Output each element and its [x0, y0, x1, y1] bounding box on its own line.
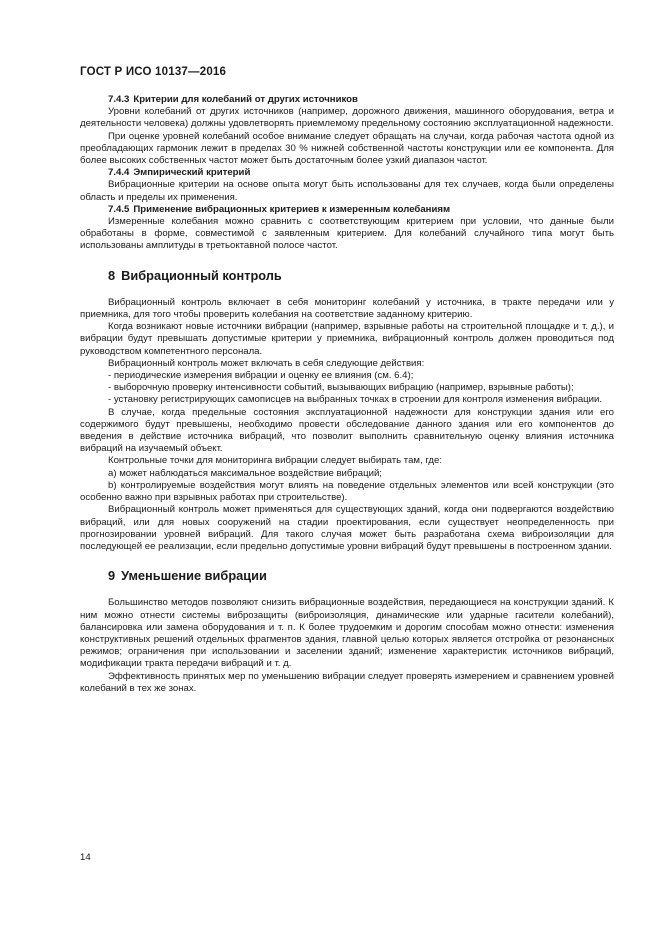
subsection-7-4-4-heading: [80, 167, 614, 179]
subsection-title: Критерии для колебаний от других источников: [133, 94, 358, 105]
subsection-number: 7.4.4: [108, 167, 130, 179]
paragraph: Вибрационные критерии на основе опыта могут быть использованы для тех случаев, когда были определены область и пределы их применения.: [80, 179, 614, 203]
list-item: b) контролируемые воздействия могут влиять на поведение отдельных элементов или всей конструкции (это особенно важно при взрывных работах при строительстве).: [80, 479, 614, 504]
subsection-7-4-5-heading: [80, 204, 614, 216]
paragraph: Вибрационный контроль включает в себя мониторинг колебаний у источника, в тракте передачи или у приемника, для того чтобы проверить колебания на соответствие заданному критерию.: [80, 296, 614, 321]
paragraph: Вибрационный контроль может включать в себя следующие действия:: [108, 357, 425, 369]
list-item: - периодические измерения вибрации и оценку ее влияния (см. 6.4);: [108, 370, 414, 382]
page-number: 14: [80, 852, 91, 863]
subsection-title: Эмпирический критерий: [133, 167, 251, 179]
section-number: 8: [108, 267, 116, 283]
list-item: - выборочную проверку интенсивности событий, вызывающих вибрацию (например, взрывные работы);: [108, 382, 574, 394]
paragraph: Контрольные точки для мониторинга вибрации следует выбирать там, где:: [108, 455, 443, 467]
paragraph: Уровни колебаний от других источников (например, дорожного движения, машинного оборудования, ветра и деятельности человека) должны удовлетворять приемлемому предельному состоянию эксплуатационной надежности.: [80, 106, 614, 130]
paragraph: Большинство методов позволяют снизить вибрационные воздействия, передающиеся на конструкции зданий. К ним можно отнести системы виброзащиты (виброизоляция, динамические или ударные гасители колебаний), балансировка или замена оборудования и т. п. К более трудоемким и дорогим способам можно отнести: изменения конструктивных решений отдельных фрагментов здания, главной целью которых является отстройка от резонансных режимов; ограничения при использовании и заселении зданий; изменение характеристик источников вибраций, модификации тракта передачи вибраций и т. д.: [80, 597, 614, 670]
paragraph: Измеренные колебания можно сравнить с соответствующим критерием при условии, что данные были обработаны в форме, совместимой с заявленным критерием. Для колебаний случайного типа могут быть использованы амплитуды в третьоктавной полосе частот.: [80, 216, 614, 252]
list-item: - установку регистрирующих самописцев на выбранных точках в строении для контроля изменения вибрации.: [108, 394, 603, 406]
subsection-title: Применение вибрационных критериев к измеренным колебаниям: [133, 203, 451, 215]
document-body: [80, 94, 614, 695]
subsection-7-4-3-heading: [80, 94, 614, 106]
section-number: 9: [108, 568, 116, 584]
subsection-number: 7.4.3: [108, 94, 130, 105]
subsection-number: 7.4.5: [108, 203, 130, 215]
section-9-heading: [80, 570, 614, 582]
document-header: ГОСТ Р ИСО 10137—2016: [80, 66, 227, 78]
section-title: Уменьшение вибрации: [121, 568, 267, 584]
paragraph: Эффективность принятых мер по уменьшению вибрации следует проверять измерением и сравнением уровней колебаний в тех же зонах.: [80, 670, 614, 694]
paragraph: Когда возникают новые источники вибрации (например, взрывные работы на строительной площадке и т. д.), и вибрации будут превышать допустимые критерии у приемника, вибрационный контроль должен проводиться под руководством компетентного персонала.: [80, 321, 614, 357]
list-item: а) может наблюдаться максимальное воздействие вибраций;: [108, 467, 382, 479]
paragraph: Вибрационный контроль может применяться для существующих зданий, когда они подвергаются воздействию вибраций, или для новых сооружений на стадии проектирования, если существует неопределенность при прогнозировании уровней вибраций. Для такого случая может быть разработана схема виброизоляции для последующей ее реализации, если предельно допустимые уровни вибраций будут превышены в построенном здании.: [80, 504, 614, 552]
paragraph: В случае, когда предельные состояния эксплуатационной надежности для конструкции здания или его содержимого будут превышены, необходимо провести обследование данного здания или его компонентов до введения в действие источника вибраций, что позволит выполнить сравнительную оценку влияния источника вибраций на изучаемый объект.: [80, 406, 614, 455]
section-8-heading: [80, 267, 614, 283]
section-title: Вибрационный контроль: [121, 267, 282, 283]
paragraph: При оценке уровней колебаний особое внимание следует обращать на случаи, когда рабочая частота одной из преобладающих гармоник лежит в пределах 30 % нижней собственной частоты конструкции или ее компонента. Для более высоких собственных частот может быть достаточным более узкий диапазон частот.: [80, 130, 614, 167]
